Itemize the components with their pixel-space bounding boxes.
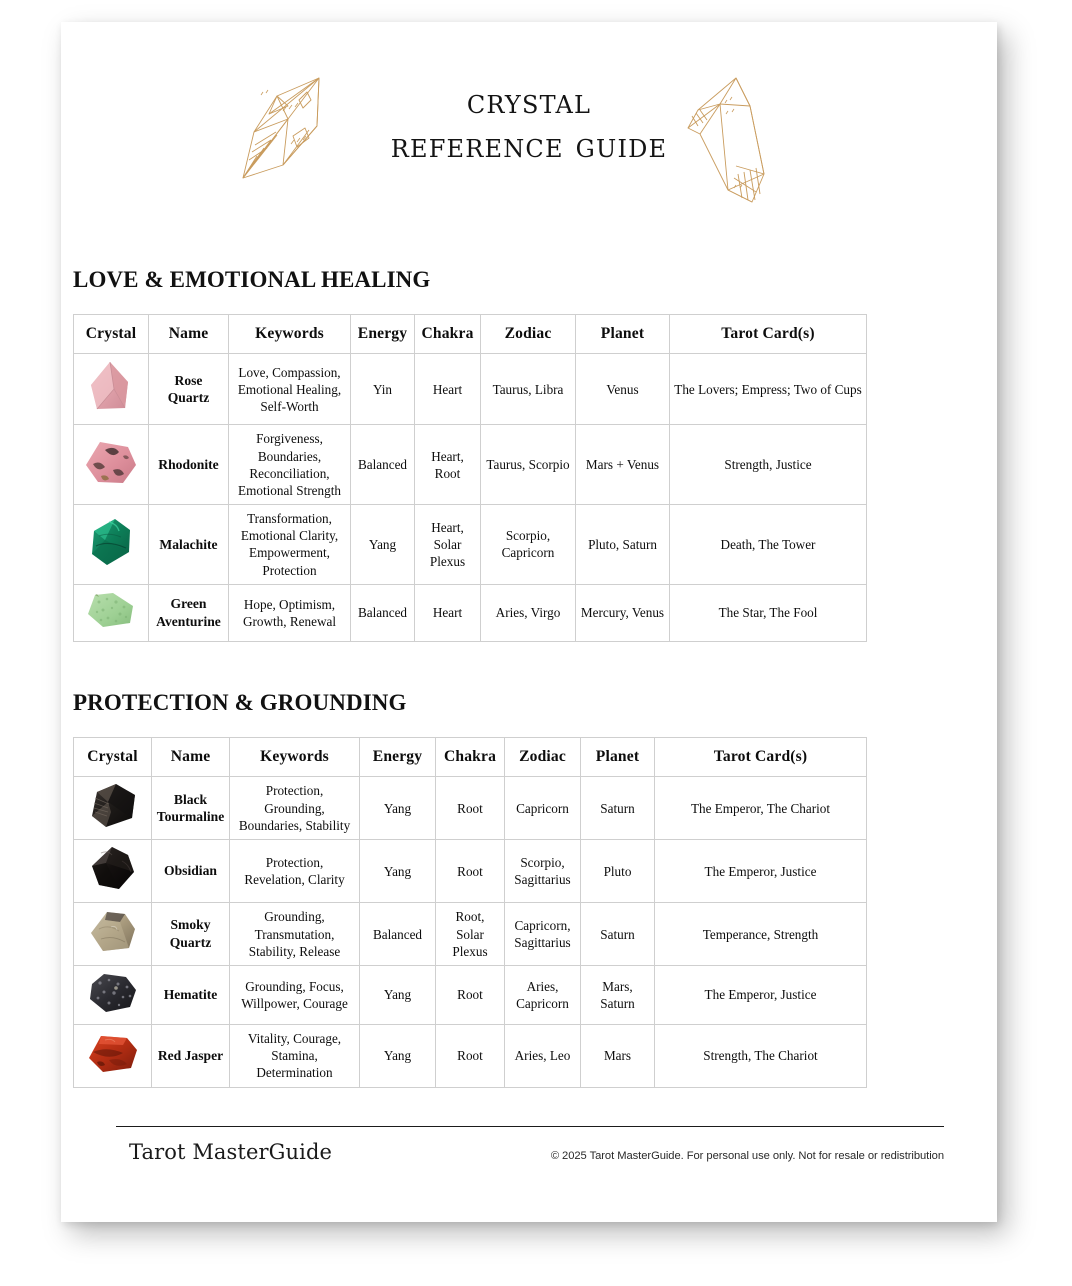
- crystal-zodiac: Aries, Virgo: [481, 584, 576, 641]
- crystal-name: Black Tourmaline: [152, 777, 230, 840]
- crystal-chakra: Heart, Root: [415, 425, 481, 505]
- crystal-planet: Mars + Venus: [576, 425, 670, 505]
- crystal-name: Rhodonite: [149, 425, 229, 505]
- page-title: [61, 80, 997, 168]
- crystal-table-protection: [73, 737, 867, 1088]
- col-header-zodiac: Zodiac: [481, 315, 576, 354]
- black-tourmaline-photo: [86, 818, 140, 833]
- crystal-photo-cell: [74, 584, 149, 641]
- crystal-photo-cell: [74, 354, 149, 425]
- col-header-crystal: Crystal: [74, 315, 149, 354]
- crystal-chakra: Root, Solar Plexus: [436, 903, 505, 965]
- crystal-zodiac: Scorpio, Sagittarius: [505, 840, 581, 903]
- title-line-2: reference guide: [390, 126, 668, 167]
- crystal-planet: Venus: [576, 354, 670, 425]
- crystal-energy: Balanced: [351, 425, 415, 505]
- crystal-tarot: Strength, Justice: [670, 425, 867, 505]
- crystal-energy: Yang: [351, 505, 415, 585]
- crystal-tarot: Strength, The Chariot: [655, 1025, 867, 1087]
- crystal-chakra: Heart: [415, 584, 481, 641]
- table-header-row: [74, 737, 867, 776]
- crystal-energy: Balanced: [351, 584, 415, 641]
- malachite-photo: [85, 556, 137, 571]
- section-heading: LOVE & EMOTIONAL HEALING: [73, 267, 431, 292]
- crystal-planet: Saturn: [581, 777, 655, 840]
- crystal-chakra: Root: [436, 840, 505, 903]
- col-header-energy: Energy: [351, 315, 415, 354]
- crystal-name: Malachite: [149, 505, 229, 585]
- col-header-tarot: Tarot Card(s): [655, 737, 867, 776]
- crystal-name: Rose Quartz: [149, 354, 229, 425]
- crystal-keywords: Protection, Grounding, Boundaries, Stability: [230, 777, 360, 840]
- crystal-keywords: Transformation, Emotional Clarity, Empowerment, Protection: [229, 505, 351, 585]
- crystal-planet: Pluto: [581, 840, 655, 903]
- crystal-zodiac: Capricorn, Sagittarius: [505, 903, 581, 965]
- col-header-energy: Energy: [360, 737, 436, 776]
- crystal-chakra: Heart: [415, 354, 481, 425]
- col-header-crystal: Crystal: [74, 737, 152, 776]
- crystal-zodiac: Taurus, Libra: [481, 354, 576, 425]
- brand-name: Tarot MasterGuide: [129, 1140, 333, 1164]
- crystal-planet: Saturn: [581, 903, 655, 965]
- green-aventurine-photo: [83, 620, 139, 635]
- rhodonite-photo: [83, 476, 139, 491]
- crystal-chakra: Root: [436, 777, 505, 840]
- crystal-tarot: The Emperor, Justice: [655, 965, 867, 1024]
- crystal-zodiac: Capricorn: [505, 777, 581, 840]
- table-row: [74, 505, 867, 585]
- section-protection-grounding: [61, 642, 997, 1088]
- crystal-name: Red Jasper: [152, 1025, 230, 1087]
- crystal-keywords: Love, Compassion, Emotional Healing, Self-Worth: [229, 354, 351, 425]
- crystal-planet: Pluto, Saturn: [576, 505, 670, 585]
- col-header-keywords: Keywords: [229, 315, 351, 354]
- table-row: [74, 965, 867, 1024]
- crystal-name: Smoky Quartz: [152, 903, 230, 965]
- page-sheet: [61, 22, 997, 1222]
- obsidian-photo: [88, 881, 138, 896]
- crystal-keywords: Grounding, Focus, Willpower, Courage: [230, 965, 360, 1024]
- col-header-name: Name: [152, 737, 230, 776]
- crystal-photo-cell: [74, 903, 152, 965]
- document-header: [61, 22, 997, 227]
- crystal-name: Hematite: [152, 965, 230, 1024]
- col-header-tarot: Tarot Card(s): [670, 315, 867, 354]
- crystal-tarot: The Emperor, The Chariot: [655, 777, 867, 840]
- crystal-keywords: Vitality, Courage, Stamina, Determination: [230, 1025, 360, 1087]
- table-row: [74, 425, 867, 505]
- table-row: [74, 777, 867, 840]
- table-header-row: [74, 315, 867, 354]
- footer-divider: [116, 1126, 944, 1127]
- col-header-chakra: Chakra: [415, 315, 481, 354]
- crystal-energy: Yang: [360, 840, 436, 903]
- crystal-photo-cell: [74, 505, 149, 585]
- crystal-chakra: Root: [436, 965, 505, 1024]
- col-header-planet: Planet: [576, 315, 670, 354]
- crystal-tarot: Temperance, Strength: [655, 903, 867, 965]
- hematite-photo: [86, 1003, 140, 1018]
- crystal-tarot: Death, The Tower: [670, 505, 867, 585]
- crystal-keywords: Grounding, Transmutation, Stability, Release: [230, 903, 360, 965]
- table-row: [74, 584, 867, 641]
- crystal-planet: Mercury, Venus: [576, 584, 670, 641]
- col-header-chakra: Chakra: [436, 737, 505, 776]
- crystal-planet: Mars, Saturn: [581, 965, 655, 1024]
- crystal-keywords: Forgiveness, Boundaries, Reconciliation, Emotional Strength: [229, 425, 351, 505]
- crystal-photo-cell: [74, 1025, 152, 1087]
- table-row: [74, 354, 867, 425]
- crystal-chakra: Heart, Solar Plexus: [415, 505, 481, 585]
- table-row: [74, 840, 867, 903]
- col-header-planet: Planet: [581, 737, 655, 776]
- crystal-zodiac: Taurus, Scorpio: [481, 425, 576, 505]
- crystal-keywords: Hope, Optimism, Growth, Renewal: [229, 584, 351, 641]
- document-footer: [61, 1104, 997, 1222]
- col-header-name: Name: [149, 315, 229, 354]
- crystal-zodiac: Scorpio, Capricorn: [481, 505, 576, 585]
- crystal-energy: Yin: [351, 354, 415, 425]
- crystal-photo-cell: [74, 777, 152, 840]
- title-line-1: crystal: [466, 82, 592, 122]
- crystal-photo-cell: [74, 425, 149, 505]
- crystal-energy: Yang: [360, 777, 436, 840]
- document-body: [61, 227, 997, 1088]
- section-love-emotional-healing: [61, 227, 997, 642]
- col-header-zodiac: Zodiac: [505, 737, 581, 776]
- crystal-energy: Yang: [360, 965, 436, 1024]
- col-header-keywords: Keywords: [230, 737, 360, 776]
- red-jasper-photo: [85, 1064, 141, 1079]
- crystal-zodiac: Aries, Leo: [505, 1025, 581, 1087]
- crystal-tarot: The Emperor, Justice: [655, 840, 867, 903]
- rose-quartz-photo: [84, 403, 138, 418]
- section-heading: PROTECTION & GROUNDING: [73, 689, 407, 715]
- crystal-keywords: Protection, Revelation, Clarity: [230, 840, 360, 903]
- table-row: [74, 1025, 867, 1087]
- crystal-chakra: Root: [436, 1025, 505, 1087]
- table-row: [74, 903, 867, 965]
- crystal-energy: Balanced: [360, 903, 436, 965]
- copyright-notice: © 2025 Tarot MasterGuide. For personal use only. Not for resale or redistribution: [550, 1150, 944, 1162]
- crystal-tarot: The Lovers; Empress; Two of Cups: [670, 354, 867, 425]
- crystal-table-love: [73, 314, 867, 642]
- crystal-tarot: The Star, The Fool: [670, 584, 867, 641]
- crystal-name: Obsidian: [152, 840, 230, 903]
- crystal-planet: Mars: [581, 1025, 655, 1087]
- crystal-energy: Yang: [360, 1025, 436, 1087]
- crystal-name: Green Aventurine: [149, 584, 229, 641]
- smoky-quartz-photo: [87, 943, 139, 958]
- crystal-zodiac: Aries, Capricorn: [505, 965, 581, 1024]
- crystal-photo-cell: [74, 965, 152, 1024]
- crystal-photo-cell: [74, 840, 152, 903]
